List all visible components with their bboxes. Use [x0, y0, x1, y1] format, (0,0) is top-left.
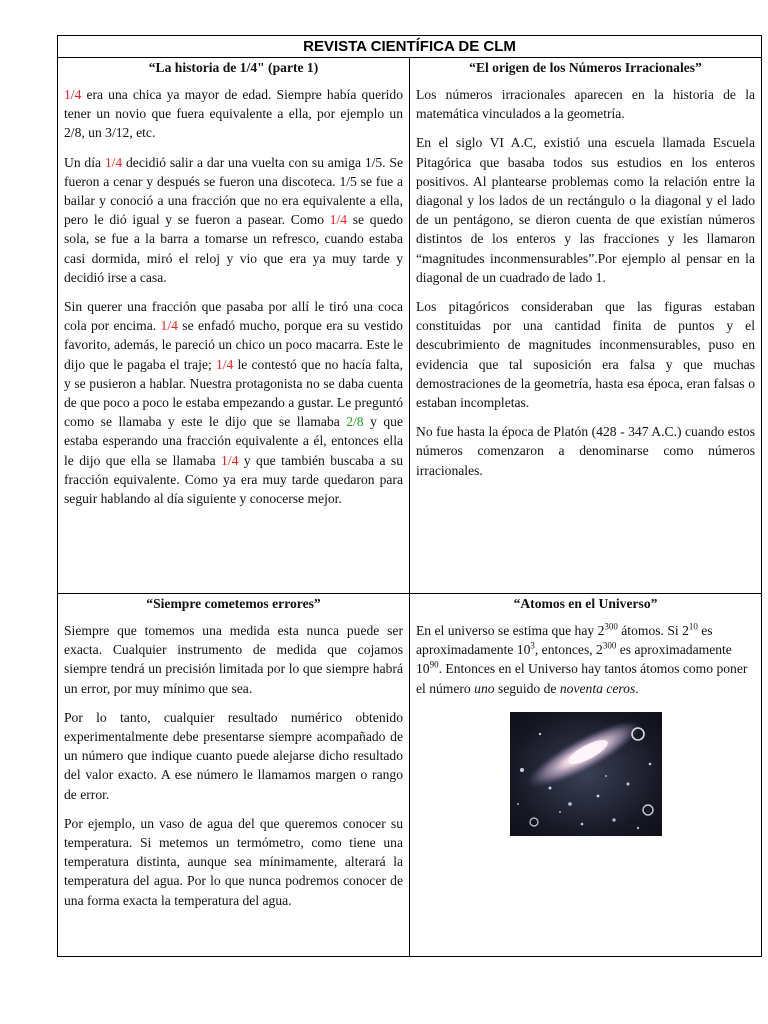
- magazine-title: REVISTA CIENTÍFICA DE CLM: [58, 36, 762, 58]
- text-run: , entonces, 2: [534, 642, 603, 658]
- paragraph: En el siglo VI A.C, existió una escuela llamada Escuela Pitagórica que basaba todos sus estudios en los enteros positivos. Al plantearse problemas como la relación entre la diagonal y los lados de un rectángulo o la diagonal y el lado de un pentágono, se dieron cuenta de que existían números distintos de los enteros y las fracciones y les llamaron “magnitudes inconmensurables”.Por ejemplo al pensar en la diagonal de un cuadrado de lado 1.: [416, 135, 755, 285]
- paragraph: Los pitagóricos consideraban que las figuras estaban constituidas por una cantidad finita de puntos y el descubrimiento de magnitudes inconmensurables, puso en evidencia que tal suposición era falsa y que muchas demostraciones de la geometría, hasta esa época, eran falsas o estaban incompletas.: [416, 299, 755, 411]
- galaxy-image: [510, 712, 662, 836]
- superscript: 90: [429, 659, 439, 670]
- superscript: 300: [602, 640, 617, 651]
- galaxy-image-wrap: [416, 712, 755, 841]
- paragraph: Los números irracionales aparecen en la historia de la matemática vinculados a la geometría.: [416, 87, 755, 122]
- text-run: En el universo se estima que hay 2: [416, 623, 605, 638]
- text-run: Sin querer una fracción que pasaba por allí le tiró una coca cola por encima.: [64, 299, 403, 334]
- magazine-table: [57, 35, 762, 957]
- text-run: es aproximadamente 10: [416, 623, 713, 658]
- galaxy-illustration: [510, 712, 662, 836]
- magazine-page: [57, 35, 762, 957]
- text-run: átomos. Si 2: [617, 623, 689, 638]
- article-fraction-story: [58, 58, 410, 594]
- text-run: y que también buscaba a su fracción equivalente. Como ya era muy tarde quedaron para seguir hablando al día siguiente y conocerse mejor.: [64, 452, 403, 507]
- text-run: se enfadó mucho, porque era su vestido favorito, además, le pareció un chico un poco macarra. Este le dijo que le pagaba el traje;: [64, 318, 403, 372]
- fraction-highlight: 1/4: [215, 356, 234, 372]
- article-title: “El origen de los Números Irracionales”: [469, 60, 702, 75]
- article-errors: [58, 594, 410, 957]
- text-run: era una chica ya mayor de edad. Siempre había querido tener un novio que fuera equivalente a ella, por ejemplo un 2/8, un 3/12, etc.: [64, 87, 403, 141]
- article-title: “Siempre cometemos errores”: [146, 596, 321, 611]
- paragraph: Siempre que tomemos una medida esta nunca puede ser exacta. Cualquier instrumento de medida que cojamos siempre tendrá un precisión limitada por lo que siempre habrá un error, por muy mínimo que sea.: [64, 623, 403, 696]
- article-atoms-universe: [410, 594, 762, 957]
- text-run: decidió salir a dar una vuelta con su amiga 1/5. Se fueron a cenar y después se fueron una discoteca. 1/5 se fue a bailar y conoció a una fracción que no era equivalente a ella, pero le dió igual y se fueron a pasear. Como: [64, 154, 403, 228]
- article-title: “La historia de 1/4" (parte 1): [148, 60, 319, 75]
- fraction-highlight: 1/4: [221, 452, 239, 468]
- text-run: es aproximadamente 10: [416, 642, 732, 677]
- text-run: le contestó que no hacía falta, y se pusieron a hablar. Nuestra protagonista no se daba cuenta de que poco a poco le estaba empezando a gustar. Le preguntó como se llamaba y este le dijo que se llamaba: [64, 356, 403, 430]
- text-run: .: [635, 680, 639, 696]
- superscript: 300: [604, 621, 618, 632]
- fraction-highlight: 1/4: [160, 318, 178, 334]
- text-run: . Entonces en el Universo hay tantos átomos como poner el número: [416, 661, 748, 696]
- paragraph: [416, 621, 755, 698]
- fraction-highlight: 1/4: [104, 154, 123, 170]
- italic-run: noventa ceros: [559, 680, 636, 696]
- text-run: Un día: [64, 154, 105, 170]
- article-title: “Atomos en el Universo”: [513, 596, 658, 611]
- paragraph: [64, 85, 403, 143]
- article-irrational-numbers: [410, 58, 762, 594]
- paragraph: No fue hasta la época de Platón (428 - 347 A.C.) cuando estos números comenzaron a denominarse como números irracionales.: [416, 424, 755, 478]
- italic-run: uno: [474, 680, 495, 696]
- paragraph: Por ejemplo, un vaso de agua del que queremos conocer su temperatura. Si metemos un termómetro, como tiene una temperatura distinta, aunque sea mínimamente, alterará la temperatura del agua. Por lo que nunca podremos conocer de una forma exacta la temperatura del agua.: [64, 815, 403, 908]
- text-run: seguido de: [494, 680, 560, 696]
- fraction-highlight-green: 2/8: [346, 414, 364, 430]
- superscript: 10: [688, 621, 698, 632]
- paragraph: [64, 297, 403, 508]
- fraction-highlight: 1/4: [329, 212, 348, 228]
- text-run: se quedo sola, se fue a la barra a tomarse un refresco, cuando estaba casi dormida, miró el reloj y vio que era ya muy tarde y decidió irse a casa.: [64, 212, 403, 285]
- paragraph: Por lo tanto, cualquier resultado numérico obtenido experimentalmente debe presentarse siempre acompañado de un número que indique cuanto puede alejarse dicho resultado del valor exacto. A ese número le llamamos margen o rango de error.: [64, 709, 403, 802]
- superscript: 3: [530, 640, 535, 651]
- fraction-highlight: 1/4: [64, 87, 82, 102]
- paragraph: [64, 153, 403, 287]
- text-run: y que estaba esperando una fracción equivalente a él, entonces ella le dijo que ella se llamaba: [64, 414, 403, 468]
